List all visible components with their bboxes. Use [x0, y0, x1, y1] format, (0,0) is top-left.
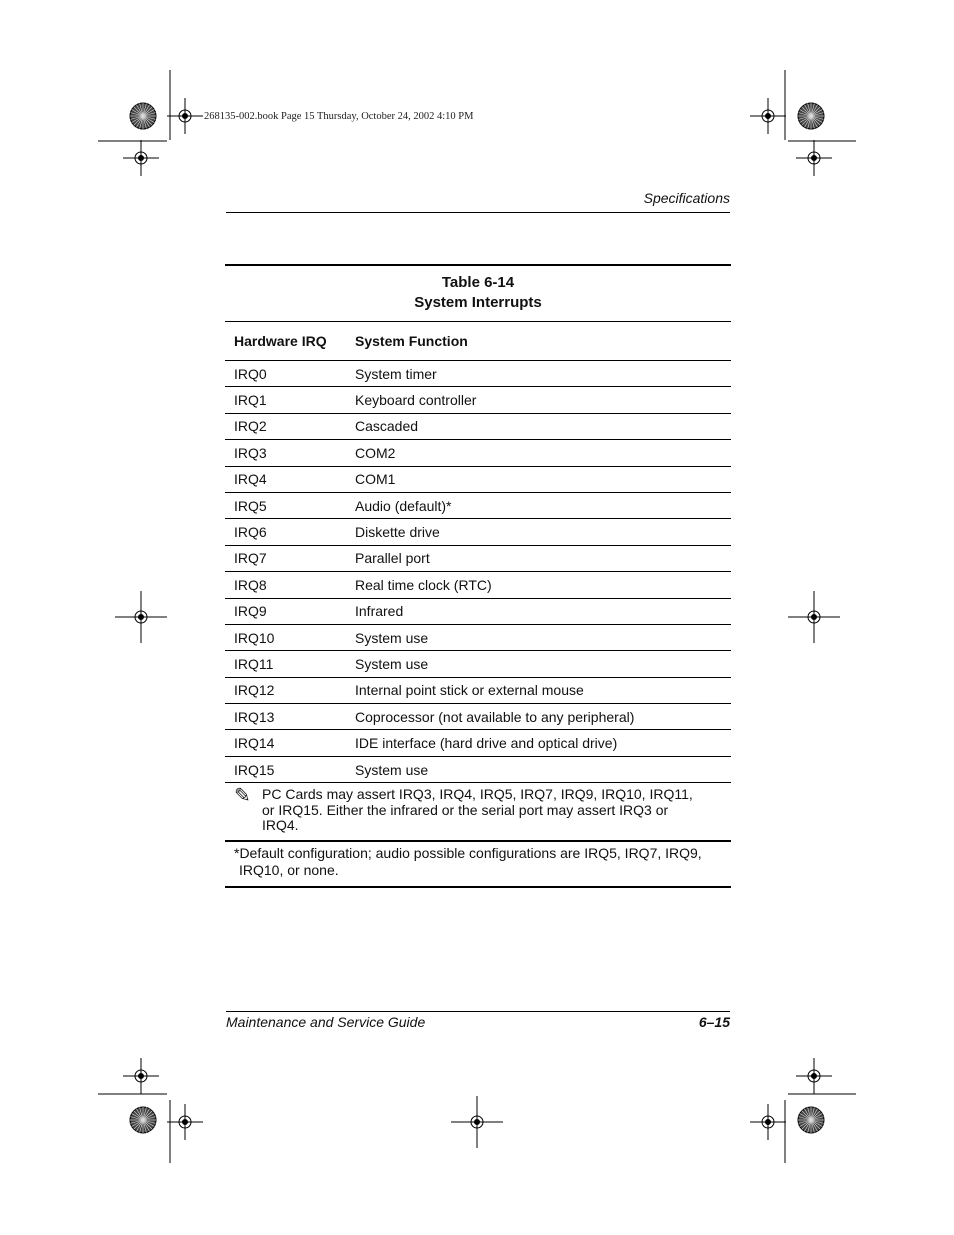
page-number: 6–15 [698, 1014, 730, 1030]
table-number: Table 6-14 [441, 274, 515, 291]
table-note [225, 783, 731, 840]
footer-rule [226, 1011, 730, 1012]
table-row [225, 440, 731, 466]
table-caption [225, 266, 731, 321]
system-interrupts-table [225, 264, 731, 888]
irq-cell: IRQ11 [225, 651, 346, 677]
irq-cell: IRQ3 [225, 440, 346, 466]
function-cell: System use [346, 756, 731, 782]
color-dial-mark [130, 1107, 156, 1133]
table-footnote [225, 842, 731, 886]
irq-cell: IRQ8 [225, 572, 346, 598]
function-cell: COM2 [346, 440, 731, 466]
table-row [225, 466, 731, 492]
crosshair-mark [167, 98, 203, 134]
function-cell: Parallel port [346, 545, 731, 571]
table-row [225, 730, 731, 756]
function-cell: Coprocessor (not available to any peripheral) [346, 704, 731, 730]
color-dial-mark [130, 103, 156, 129]
table-title: System Interrupts [414, 294, 542, 311]
irq-table [225, 322, 731, 783]
irq-cell: IRQ13 [225, 704, 346, 730]
irq-cell: IRQ6 [225, 519, 346, 545]
footer-title: Maintenance and Service Guide [226, 1014, 426, 1030]
footnote-line-2: IRQ10, or none. [239, 861, 339, 878]
function-cell: Infrared [346, 598, 731, 624]
table-header-row [225, 322, 731, 361]
irq-cell: IRQ0 [225, 361, 346, 387]
crosshair-mark [167, 1104, 203, 1140]
irq-cell: IRQ7 [225, 545, 346, 571]
table-row [225, 545, 731, 571]
function-cell: Real time clock (RTC) [346, 572, 731, 598]
column-header-hardware-irq: Hardware IRQ [225, 322, 346, 361]
table-row [225, 361, 731, 387]
crosshair-mark [796, 140, 832, 176]
crosshair-mark [123, 140, 159, 176]
table-row [225, 677, 731, 703]
function-cell: Internal point stick or external mouse [346, 677, 731, 703]
crosshair-mark [796, 1058, 832, 1094]
table-row [225, 387, 731, 413]
function-cell: System use [346, 651, 731, 677]
table-row [225, 651, 731, 677]
function-cell: System timer [346, 361, 731, 387]
irq-cell: IRQ4 [225, 466, 346, 492]
irq-cell: IRQ9 [225, 598, 346, 624]
print-info: 268135-002.book Page 15 Thursday, October 24, 2002 4:10 PM [204, 111, 474, 122]
irq-cell: IRQ10 [225, 624, 346, 650]
function-cell: COM1 [346, 466, 731, 492]
function-cell: Audio (default)* [346, 492, 731, 518]
irq-cell: IRQ12 [225, 677, 346, 703]
crosshair-mark [123, 1058, 159, 1094]
table-row [225, 704, 731, 730]
table-row [225, 624, 731, 650]
note-text: PC Cards may assert IRQ3, IRQ4, IRQ5, IRQ7, IRQ9, IRQ10, IRQ11, or IRQ15. Either the infrared or the serial port may assert IRQ3 or IRQ4. [262, 786, 693, 834]
irq-cell: IRQ5 [225, 492, 346, 518]
function-cell: System use [346, 624, 731, 650]
running-header: Specifications [643, 190, 730, 206]
crosshair-mark [750, 1104, 786, 1140]
crosshair-mark [115, 591, 167, 643]
crosshair-mark [788, 591, 840, 643]
table-row [225, 492, 731, 518]
irq-cell: IRQ15 [225, 756, 346, 782]
table-row [225, 413, 731, 439]
table-row [225, 572, 731, 598]
pencil-note-icon: ✎ [234, 785, 251, 808]
crosshair-mark [451, 1096, 503, 1148]
irq-cell: IRQ1 [225, 387, 346, 413]
column-header-system-function: System Function [346, 322, 731, 361]
table-row [225, 598, 731, 624]
function-cell: Diskette drive [346, 519, 731, 545]
table-row [225, 519, 731, 545]
function-cell: IDE interface (hard drive and optical drive) [346, 730, 731, 756]
irq-cell: IRQ2 [225, 413, 346, 439]
table-row [225, 756, 731, 782]
crosshair-mark [750, 98, 786, 134]
color-dial-mark [798, 1107, 824, 1133]
irq-cell: IRQ14 [225, 730, 346, 756]
color-dial-mark [798, 103, 824, 129]
table-bottom-rule [225, 886, 731, 888]
function-cell: Keyboard controller [346, 387, 731, 413]
footnote-line-1: *Default configuration; audio possible configurations are IRQ5, IRQ7, IRQ9, [234, 844, 702, 861]
function-cell: Cascaded [346, 413, 731, 439]
header-rule [226, 212, 730, 213]
